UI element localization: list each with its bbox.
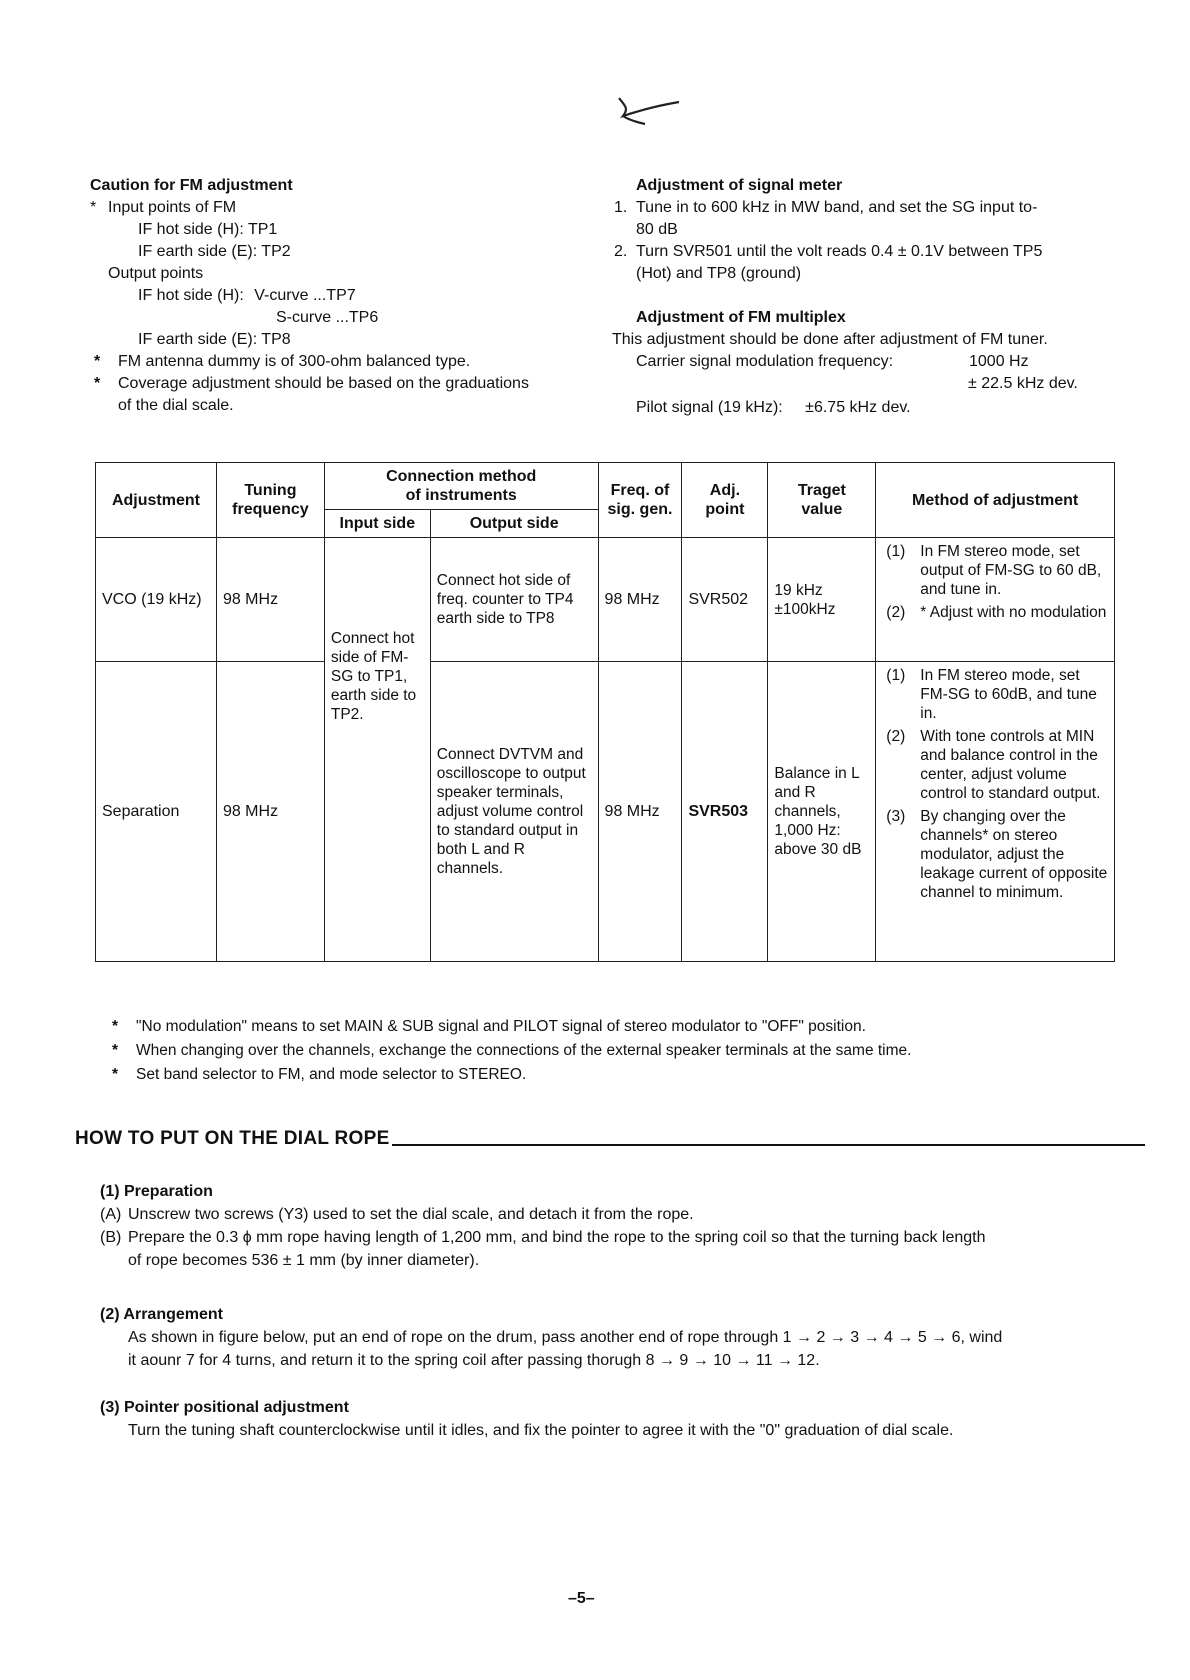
arr-line2: it aounr 7 for 4 turns, and return it to the spring coil after passing thorugh 8 → 9 → 10 → 11 → 12. bbox=[128, 1352, 820, 1369]
antenna-note: FM antenna dummy is of 300-ohm balanced type. bbox=[118, 353, 471, 370]
method-step bbox=[882, 666, 1108, 723]
multiplex-intro: This adjustment should be done after adjustment of FM tuner. bbox=[612, 331, 1048, 348]
header-target-line1: Traget bbox=[797, 482, 846, 499]
header-tuning-line2: frequency bbox=[232, 501, 309, 518]
pointer-section bbox=[100, 1396, 1120, 1442]
pilot-label: Pilot signal (19 kHz): bbox=[636, 399, 783, 416]
arr-line1: As shown in figure below, put an end of rope on the drum, pass another end of rope through 1 → 2 → 3 → 4 → 5 → 6, wind bbox=[128, 1329, 1003, 1346]
page-number: –5– bbox=[568, 1590, 595, 1607]
method-text: In FM stereo mode, set FM-SG to 60dB, and tune in. bbox=[920, 667, 1097, 722]
heading-rule bbox=[392, 1144, 1145, 1146]
bullet-star: * bbox=[94, 353, 101, 370]
carrier-deviation: ± 22.5 kHz dev. bbox=[968, 375, 1078, 392]
dial-rope-title: HOW TO PUT ON THE DIAL ROPE bbox=[75, 1128, 390, 1149]
step2-line1: Turn SVR501 until the volt reads 0.4 ± 0.1V between TP5 bbox=[636, 243, 1043, 260]
table-header-row bbox=[96, 463, 1115, 510]
method-num: (2) bbox=[886, 604, 906, 621]
header-adj-line1: Adj. bbox=[709, 482, 741, 499]
header-adjustment: Adjustment bbox=[96, 463, 217, 538]
table-row bbox=[96, 662, 1115, 962]
cell-method bbox=[876, 662, 1115, 962]
pilot-value: ±6.75 kHz dev. bbox=[805, 399, 911, 416]
step-number: 2. bbox=[614, 243, 628, 260]
cell-output-side: Connect hot side of freq. counter to TP4 earth side to TP8 bbox=[430, 538, 598, 662]
fm-caution-section bbox=[90, 175, 590, 417]
signal-meter-step1 bbox=[612, 197, 1122, 241]
method-list bbox=[882, 542, 1108, 622]
handwritten-mark bbox=[615, 92, 685, 132]
method-step bbox=[882, 807, 1108, 902]
antenna-note-row bbox=[90, 351, 590, 373]
bullet-star: * bbox=[94, 375, 101, 392]
s-curve: S-curve ...TP6 bbox=[276, 309, 379, 326]
step1-line1: Tune in to 600 kHz in MW band, and set the SG input to- bbox=[636, 199, 1038, 216]
prep-a-text: Unscrew two screws (Y3) used to set the dial scale, and detach it from the rope. bbox=[128, 1206, 694, 1223]
if-hot-input: IF hot side (H): TP1 bbox=[138, 221, 278, 238]
cell-tuning: 98 MHz bbox=[216, 662, 324, 962]
coverage-note-line1: Coverage adjustment should be based on the graduations bbox=[118, 375, 529, 392]
carrier-value: 1000 Hz bbox=[969, 353, 1029, 370]
step1-line2: 80 dB bbox=[636, 221, 678, 238]
signal-meter-section bbox=[612, 175, 1122, 419]
cell-tuning: 98 MHz bbox=[216, 538, 324, 662]
preparation-title: (1) Preparation bbox=[100, 1183, 213, 1200]
header-adj-line2: point bbox=[705, 501, 745, 518]
carrier-label: Carrier signal modulation frequency: bbox=[636, 353, 894, 370]
pilot-row bbox=[612, 397, 1122, 419]
prep-b-line1: Prepare the 0.3 ϕ mm rope having length of 1,200 mm, and bind the rope to the spring coil so that the turning back length bbox=[128, 1229, 986, 1246]
footnote: * "No modulation" means to set MAIN & SUB signal and PILOT signal of stereo modulator to "OFF" position. bbox=[112, 1015, 911, 1039]
cell-adj-point: SVR502 bbox=[682, 538, 768, 662]
if-earth-output: IF earth side (E): TP8 bbox=[138, 331, 291, 348]
signal-meter-step2 bbox=[612, 241, 1122, 285]
arrangement-section bbox=[100, 1303, 1120, 1372]
pointer-title: (3) Pointer positional adjustment bbox=[100, 1399, 349, 1416]
cell-freq: 98 MHz bbox=[598, 662, 682, 962]
method-step bbox=[882, 603, 1108, 622]
method-step bbox=[882, 727, 1108, 803]
header-tuning bbox=[216, 463, 324, 538]
header-connection-line1: Connection method bbox=[386, 468, 537, 485]
input-points-row bbox=[90, 197, 590, 219]
method-list bbox=[882, 666, 1108, 902]
signal-meter-title: Adjustment of signal meter bbox=[636, 177, 843, 194]
header-tuning-line1: Tuning bbox=[244, 482, 297, 499]
table-footnotes bbox=[112, 1015, 911, 1087]
prep-step-a bbox=[100, 1203, 1120, 1226]
if-hot-output-row bbox=[90, 285, 590, 307]
method-text: In FM stereo mode, set output of FM-SG to 60 dB, and tune in. bbox=[920, 543, 1102, 598]
dial-rope-heading bbox=[75, 1128, 1145, 1150]
header-output-side: Output side bbox=[430, 510, 598, 538]
v-curve: V-curve ...TP7 bbox=[254, 287, 356, 304]
method-num: (1) bbox=[886, 667, 906, 684]
prep-step-b bbox=[100, 1226, 1120, 1272]
header-input-side: Input side bbox=[324, 510, 430, 538]
if-hot-output-label: IF hot side (H): bbox=[138, 287, 244, 304]
cell-target: 19 kHz ±100kHz bbox=[768, 538, 876, 662]
cell-output-side: Connect DVTVM and oscilloscope to output speaker terminals, adjust volume control to standard output in both L and R channels. bbox=[430, 662, 598, 962]
cell-freq: 98 MHz bbox=[598, 538, 682, 662]
header-freq-line2: sig. gen. bbox=[607, 501, 673, 518]
caution-title: Caution for FM adjustment bbox=[90, 177, 293, 194]
multiplex-title: Adjustment of FM multiplex bbox=[636, 309, 846, 326]
carrier-dev-row bbox=[612, 373, 1122, 395]
footnote: * Set band selector to FM, and mode selector to STEREO. bbox=[112, 1063, 911, 1087]
cell-method bbox=[876, 538, 1115, 662]
coverage-note-line2: of the dial scale. bbox=[118, 397, 234, 414]
cell-adjustment: VCO (19 kHz) bbox=[96, 538, 217, 662]
method-text: * Adjust with no modulation bbox=[920, 604, 1107, 621]
method-step bbox=[882, 542, 1108, 599]
table-row bbox=[96, 538, 1115, 662]
arrangement-title: (2) Arrangement bbox=[100, 1306, 223, 1323]
step-label: (A) bbox=[100, 1206, 122, 1223]
ptr-line1: Turn the tuning shaft counterclockwise until it idles, and fix the pointer to agree it with the "0" graduation of dial scale. bbox=[128, 1422, 954, 1439]
step-label: (B) bbox=[100, 1229, 122, 1246]
method-num: (2) bbox=[886, 728, 906, 745]
cell-target: Balance in L and R channels, 1,000 Hz: above 30 dB bbox=[768, 662, 876, 962]
method-num: (3) bbox=[886, 808, 906, 825]
method-num: (1) bbox=[886, 543, 906, 560]
method-text: By changing over the channels* on stereo modulator, adjust the leakage current of opposite channel to minimum. bbox=[920, 808, 1108, 901]
fm-adjustment-table bbox=[95, 462, 1115, 962]
header-adj-point bbox=[682, 463, 768, 538]
header-method: Method of adjustment bbox=[876, 463, 1115, 538]
preparation-section bbox=[100, 1180, 1120, 1272]
footnote: * When changing over the channels, exchange the connections of the external speaker terminals at the same time. bbox=[112, 1039, 911, 1063]
input-points-label: Input points of FM bbox=[108, 199, 237, 216]
header-freq bbox=[598, 463, 682, 538]
cell-adj-point: SVR503 bbox=[682, 662, 768, 962]
method-text: With tone controls at MIN and balance control in the center, adjust volume control to standard output. bbox=[920, 728, 1101, 802]
cell-input-side: Connect hot side of FM-SG to TP1, earth side to TP2. bbox=[324, 538, 430, 962]
carrier-row bbox=[612, 351, 1122, 373]
bullet-star: * bbox=[90, 199, 97, 216]
output-points-label: Output points bbox=[108, 265, 204, 282]
header-connection bbox=[324, 463, 598, 510]
header-target-line2: value bbox=[801, 501, 843, 518]
prep-b-line2: of rope becomes 536 ± 1 mm (by inner diameter). bbox=[128, 1252, 480, 1269]
step-number: 1. bbox=[614, 199, 628, 216]
step2-line2: (Hot) and TP8 (ground) bbox=[636, 265, 802, 282]
header-target bbox=[768, 463, 876, 538]
cell-adjustment: Separation bbox=[96, 662, 217, 962]
header-connection-line2: of instruments bbox=[405, 487, 517, 504]
header-freq-line1: Freq. of bbox=[610, 482, 670, 499]
if-earth-input: IF earth side (E): TP2 bbox=[138, 243, 291, 260]
coverage-note-row bbox=[90, 373, 590, 395]
